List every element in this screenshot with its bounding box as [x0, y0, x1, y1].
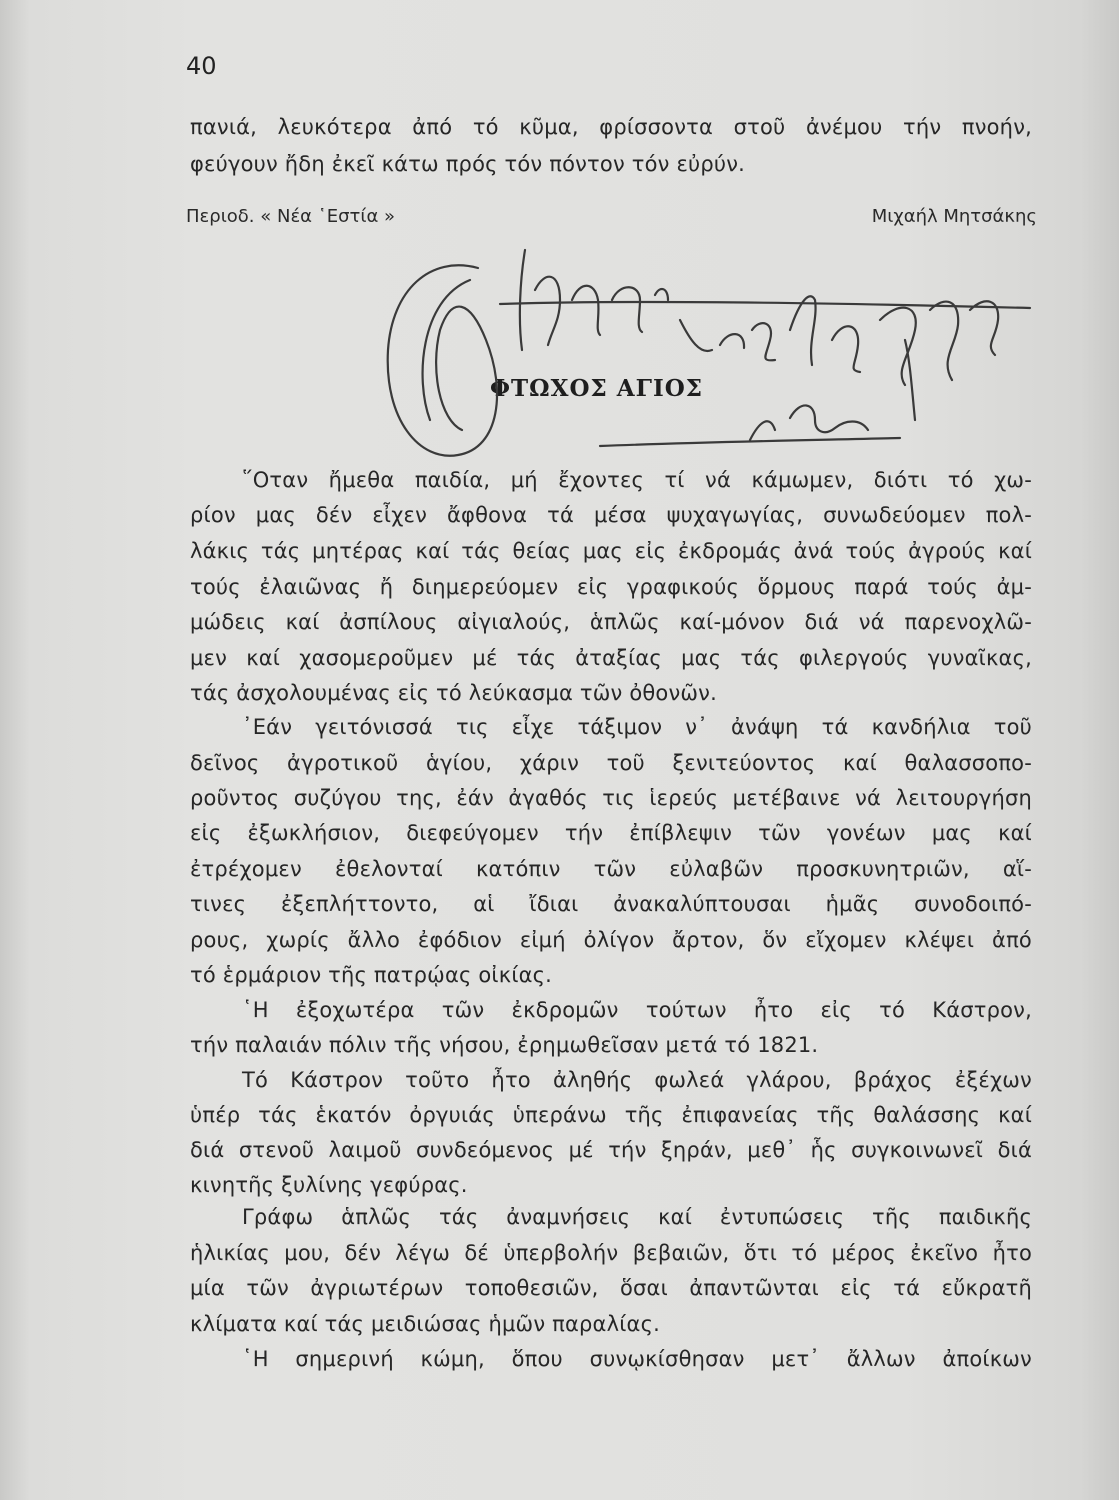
body-line: μεν καί χασομεροῦμεν μέ τάς ἀταξίας μας τάς φιλεργούς γυναῖκας,	[190, 646, 1032, 670]
body-line: Γράφω ἁπλῶς τάς ἀναμνήσεις καί ἐντυπώσεις τῆς παιδικῆς	[242, 1205, 1032, 1229]
page-number: 40	[186, 52, 217, 80]
body-line: ροῦντος συζύγου της, ἐάν ἀγαθός τις ἱερεύς μετέβαινε νά λειτουργήση	[190, 786, 1032, 810]
body-line: ῾Η ἐξοχωτέρα τῶν ἐκδρομῶν τούτων ἦτο εἰς τό Κάστρον,	[242, 998, 1032, 1022]
body-line: μώδεις καί ἀσπίλους αἰγιαλούς, ἁπλῶς καί-μόνον διά νά παρενοχλῶ-	[190, 610, 1032, 634]
body-line: ἡλικίας μου, δέν λέγω δέ ὑπερβολήν βεβαιῶν, ὅτι τό μέρος ἐκεῖνο ἦτο	[190, 1241, 1032, 1265]
body-line: ρίον μας δέν εἶχεν ἄφθονα τά μέσα ψυχαγωγίας, συνωδεύομεν πολ-	[190, 503, 1032, 527]
body-line: ῾Η σημερινή κώμη, ὅπου συνῳκίσθησαν μετ᾿ ἄλλων ἀποίκων	[242, 1347, 1032, 1371]
source-periodical: Περιοδ. « Νέα ῾Εστία »	[186, 206, 396, 227]
body-line: ρους, χωρίς ἄλλο ἐφόδιον εἰμή ὀλίγον ἄρτον, ὅν εἴχομεν κλέψει ἀπό	[190, 928, 1032, 952]
article-heading: ΦΤΩΧΟΣ ΑΓΙΟΣ	[490, 375, 704, 402]
body-line: λάκις τάς μητέρας καί τάς θείας μας εἰς ἐκδρομάς ἀνά τούς ἀγρούς καί	[190, 539, 1032, 563]
body-line: ἐτρέχομεν ἐθελονταί κατόπιν τῶν εὐλαβῶν προσκυνητριῶν, αἵ-	[190, 857, 1032, 881]
body-line: ᾿Εάν γειτόνισσά τις εἶχε τάξιμον ν᾿ ἀνάψη τά κανδήλια τοῦ	[242, 715, 1032, 739]
body-line: κινητῆς ξυλίνης γεφύρας.	[190, 1173, 468, 1197]
body-line: διά στενοῦ λαιμοῦ συνδεόμενος μέ τήν ξηράν, μεθ᾿ ἧς συγκοινωνεῖ διά	[190, 1138, 1032, 1162]
intro-line-2: φεύγουν ἤδη ἐκεῖ κάτω πρός τόν πόντον τόν εὐρύν.	[190, 152, 746, 176]
body-line: τούς ἐλαιῶνας ἤ διημερεύομεν εἰς γραφικούς ὅρμους παρά τούς ἀμ-	[190, 575, 1032, 599]
body-line: μία τῶν ἀγριωτέρων τοποθεσιῶν, ὅσαι ἀπαντῶνται εἰς τά εὔκρατῆ	[190, 1276, 1032, 1300]
body-line: εἰς ἐξωκλήσιον, διεφεύγομεν τήν ἐπίβλεψιν τῶν γονέων μας καί	[190, 821, 1032, 845]
body-line: δεῖνος ἀγροτικοῦ ἁγίου, χάριν τοῦ ξενιτεύοντος καί θαλασσοπο-	[190, 751, 1032, 775]
intro-line-1: πανιά, λευκότερα ἀπό τό κῦμα, φρίσσοντα στοῦ ἀνέμου τήν πνοήν,	[190, 115, 1032, 139]
body-line: τάς ἀσχολουμένας εἰς τό λεύκασμα τῶν ὀθονῶν.	[190, 681, 717, 705]
body-line: τό ἑρμάριον τῆς πατρῴας οἰκίας.	[190, 963, 553, 987]
body-line: ὑπέρ τάς ἑκατόν ὀργυιάς ὑπεράνω τῆς ἐπιφανείας τῆς θαλάσσης καί	[190, 1103, 1032, 1127]
body-line: ῞Οταν ἤμεθα παιδία, μή ἔχοντες τί νά κάμωμεν, διότι τό χω-	[242, 468, 1032, 492]
body-line: Τό Κάστρον τοῦτο ἦτο ἀληθής φωλεά γλάρου, βράχος ἐξέχων	[242, 1068, 1032, 1092]
source-author: Μιχαήλ Μητσάκης	[871, 206, 1037, 227]
body-line: τήν παλαιάν πόλιν τῆς νήσου, ἐρημωθεῖσαν μετά τό 1821.	[190, 1033, 819, 1057]
body-line: κλίματα καί τάς μειδιώσας ἡμῶν παραλίας.	[190, 1312, 660, 1336]
body-line: τινες ἐξεπλήττοντο, αἱ ἴδιαι ἀνακαλύπτουσαι ἡμᾶς συνοδοιπό-	[190, 892, 1032, 916]
